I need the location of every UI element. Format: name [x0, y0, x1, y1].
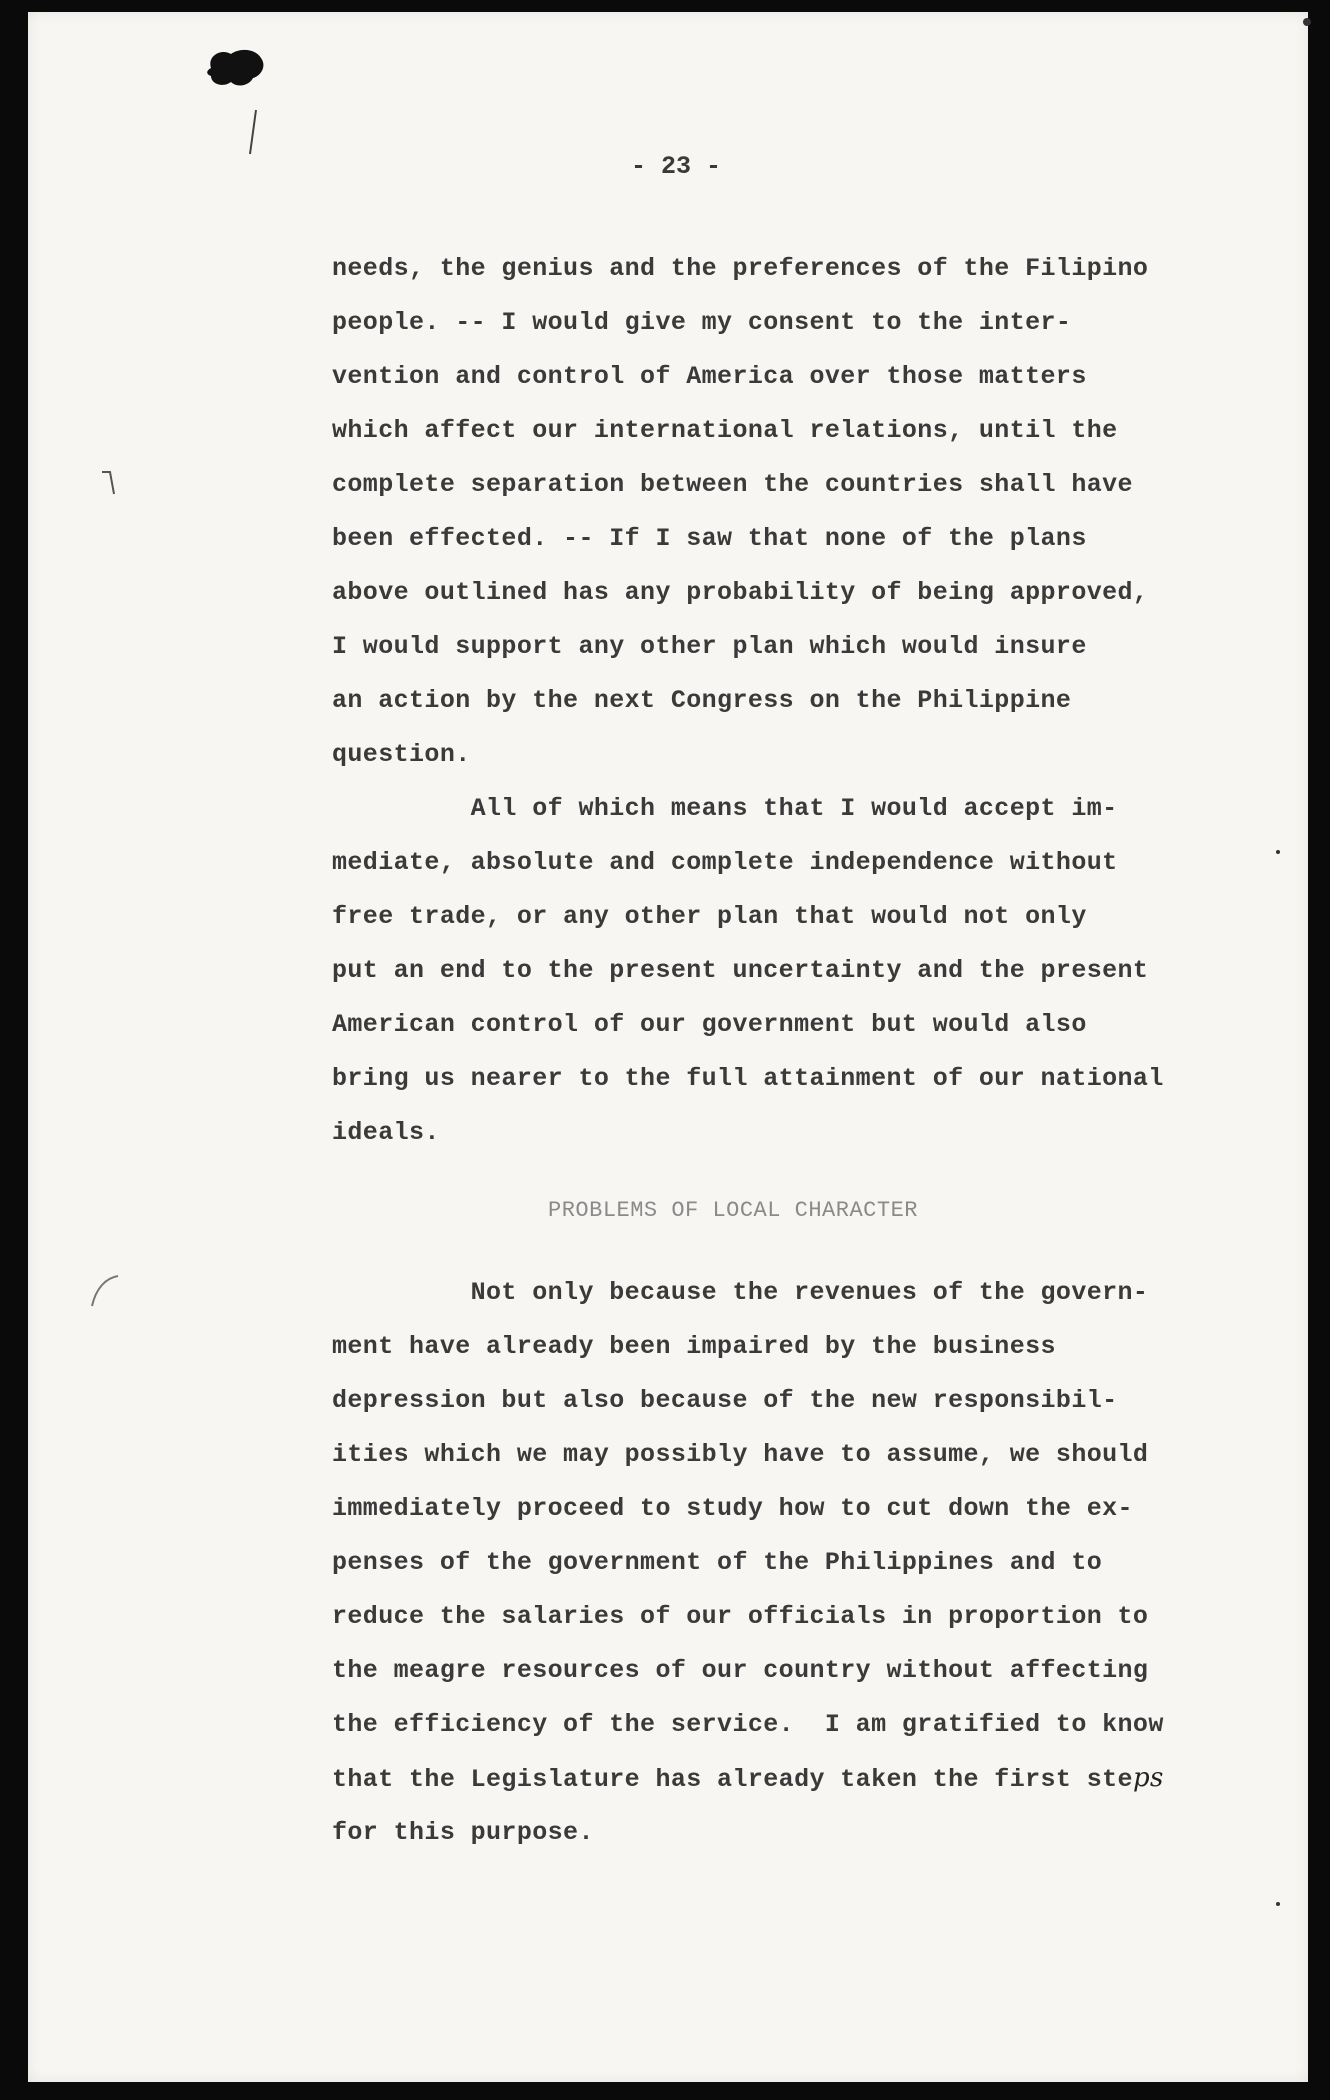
text-line: an action by the next Congress on the Philippine — [332, 686, 1072, 715]
text-line: the meagre resources of our country without affecting — [332, 1656, 1149, 1685]
ink-blot-mark — [203, 46, 267, 90]
text-line-with-correction — [332, 1763, 1164, 1794]
text-line: put an end to the present uncertainty and the present — [332, 956, 1149, 985]
text-line: Not only because the revenues of the govern- — [332, 1278, 1149, 1307]
speck-mark — [1276, 850, 1280, 854]
text-line: which affect our international relations, until the — [332, 416, 1118, 445]
text-line: American control of our government but would also — [332, 1010, 1087, 1039]
text-line: immediately proceed to study how to cut down the ex- — [332, 1494, 1133, 1523]
text-line: penses of the government of the Philippines and to — [332, 1548, 1103, 1577]
section-heading: PROBLEMS OF LOCAL CHARACTER — [548, 1198, 918, 1223]
handwritten-correction: ps — [1132, 1763, 1164, 1793]
text-line: I would support any other plan which would insure — [332, 632, 1087, 661]
text-line: ities which we may possibly have to assume, we should — [332, 1440, 1149, 1469]
text-line: above outlined has any probability of being approved, — [332, 578, 1149, 607]
speck-mark — [1303, 18, 1311, 26]
text-line: bring us nearer to the full attainment of our national — [332, 1064, 1164, 1093]
text-line: free trade, or any other plan that would not only — [332, 902, 1087, 931]
text-line: mediate, absolute and complete independence without — [332, 848, 1118, 877]
document-page — [28, 12, 1308, 2082]
text-line: complete separation between the countries shall have — [332, 470, 1133, 499]
text-line: question. — [332, 740, 471, 769]
text-line: that the Legislature has already taken the first ste — [332, 1765, 1133, 1794]
text-line: ment have already been impaired by the business — [332, 1332, 1056, 1361]
text-line: people. -- I would give my consent to the inter- — [332, 308, 1072, 337]
text-line: depression but also because of the new responsibil- — [332, 1386, 1118, 1415]
text-line: the efficiency of the service. I am gratified to know — [332, 1710, 1164, 1739]
text-line: reduce the salaries of our officials in proportion to — [332, 1602, 1149, 1631]
text-line: ideals. — [332, 1118, 440, 1147]
text-line: needs, the genius and the preferences of the Filipino — [332, 254, 1149, 283]
text-line: All of which means that I would accept im- — [332, 794, 1118, 823]
margin-curve-mark — [88, 1274, 122, 1308]
speck-mark — [1276, 1902, 1280, 1906]
page-number: - 23 - — [630, 152, 721, 181]
text-line: for this purpose. — [332, 1818, 594, 1847]
text-line: vention and control of America over those matters — [332, 362, 1087, 391]
margin-tick-mark — [244, 108, 260, 158]
text-line: been effected. -- If I saw that none of the plans — [332, 524, 1087, 553]
margin-bracket-mark — [100, 468, 122, 498]
